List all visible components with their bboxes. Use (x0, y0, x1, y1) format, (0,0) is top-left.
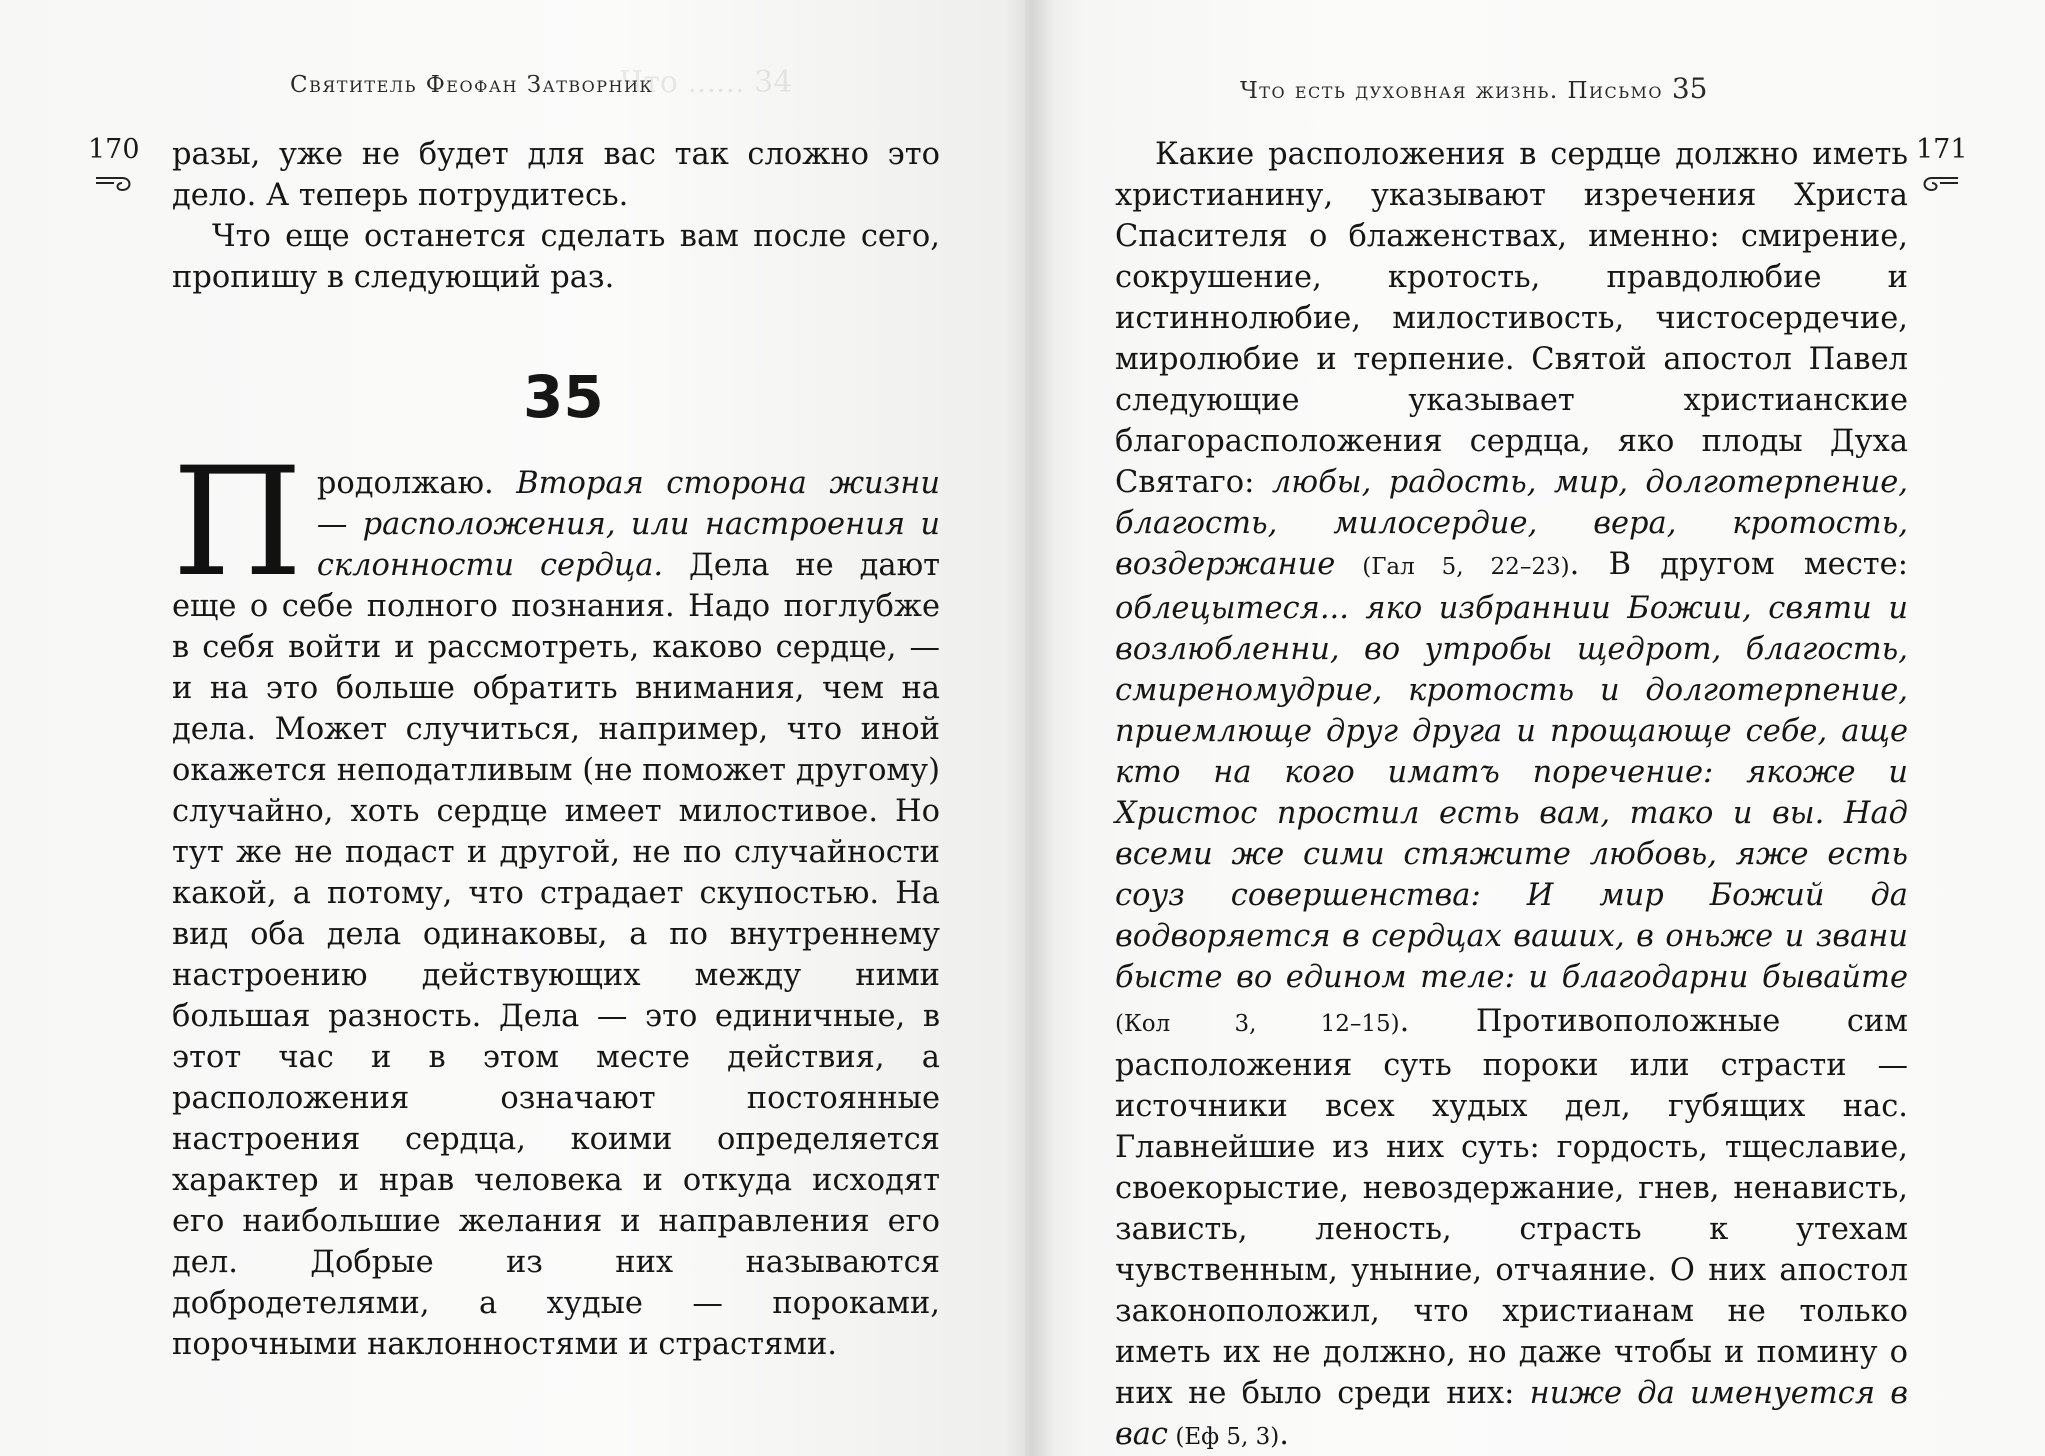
italic-text: любы, радость, мир, долготерпение, благость, милосердие, вера, кротость, воздержание (1115, 465, 1908, 582)
paragraph: Что еще останется сделать вам после сего, пропишу в следующий раз. (172, 219, 940, 295)
ornament-icon (1918, 172, 1962, 194)
text-run: родолжаю. (316, 466, 517, 501)
italic-text: ниже да именуется в вас (1115, 1376, 1908, 1452)
continuation-text (172, 134, 940, 298)
bleed-through-text: Что ...... 34 (620, 65, 793, 100)
running-head-right (1240, 72, 1707, 105)
page-number-right: 171 (1916, 134, 1968, 165)
text-run: . Противоположные сим расположения суть пороки или страсти — источники всех худых дел, губящих нас. Главнейшие из них суть: гордость, тщеславие, своекорыстие, невоздержание, гнев, ненависть, зависть, леность, страсть к утехам чувственным, уныние, отчаяние. О них апостол законоположил, что христианам не только иметь их не должно, но даже чтобы и помину о них не было среди них: (1115, 1004, 1908, 1411)
text-run: Дела не дают еще о себе полного познания. Надо поглубже в себя войти и рассмотреть, каково сердце, — и на это больше обратить внимания, чем на дела. Может случиться, например, что иной окажется неподатливым (не поможет другому) случайно, хоть сердце имеет милостивое. Но тут же не подаст и другой, не по случайности какой, а потому, что страдает скупостью. На вид оба дела одинаковы, а по внутреннему настроению действующих между ними большая разность. Дела — это единичные, в этот час и в этом месте действия, а расположения означают постоянные настроения сердца, коими определяется характер и нрав человека и откуда исходят его наибольшие желания и направления его дел. Добрые из них называются добродетелями, а худые — пороками, порочными наклонностями и страстями. (172, 548, 940, 1362)
scripture-reference: (Гал 5, 22–23) (1335, 554, 1570, 580)
paragraph (1115, 134, 1908, 1456)
running-head-letter-number: 35 (1671, 72, 1708, 105)
right-page (1025, 0, 2045, 1456)
italic-text: облецытеся... яко избраннии Божии, святи и возлюбленни, во утробы щедрот, благость, смиреномудрие, кротость и долготерпение, приемлюще друг друга и прощающе себе, аще кто на кого иматъ поречение: якоже и Христос простил есть вам, тако и вы. Над всеми же сими стяжите любовь, яже есть соуз совершенства: И мир Божий да водворяется в сердцах ваших, в оньже и звани бысте во едином теле: и благодарни бывайте (1115, 591, 1908, 995)
paragraph (172, 436, 940, 1365)
page-number-left: 170 (88, 134, 140, 165)
text-run: Какие расположения в сердце должно иметь христианину, указывают изречения Христа Спасителя о блаженствах, именно: смирение, сокрушение, кротость, правдолюбие и истиннолюбие, милостивость, чистосердечие, миролюбие и терпение. Святой апостол Павел следующие указывает христианские благорасположения сердца, яко плоды Духа Святаго: (1115, 137, 1908, 500)
scripture-reference: (Еф 5, 3) (1168, 1424, 1280, 1450)
chapter-number: 35 (523, 363, 604, 431)
drop-cap: П (172, 436, 303, 610)
text-run: . (1279, 1417, 1289, 1452)
text-run: . В другом месте: (1569, 547, 1908, 582)
italic-text: Вторая сторона жизни — расположения, или настроения и склонности сердца. (316, 466, 940, 583)
ornament-icon (92, 172, 136, 194)
chapter-text (172, 436, 940, 1365)
running-head-title: Что есть духовная жизнь. Письмо (1240, 78, 1663, 104)
paragraph: разы, уже не будет для вас так сложно это дело. А теперь потрудитесь. (172, 137, 940, 213)
letter-text (1115, 134, 1908, 1456)
scripture-reference: (Кол 3, 12–15) (1115, 1011, 1400, 1037)
running-head-left: Святитель Феофан Затворник (290, 72, 654, 98)
